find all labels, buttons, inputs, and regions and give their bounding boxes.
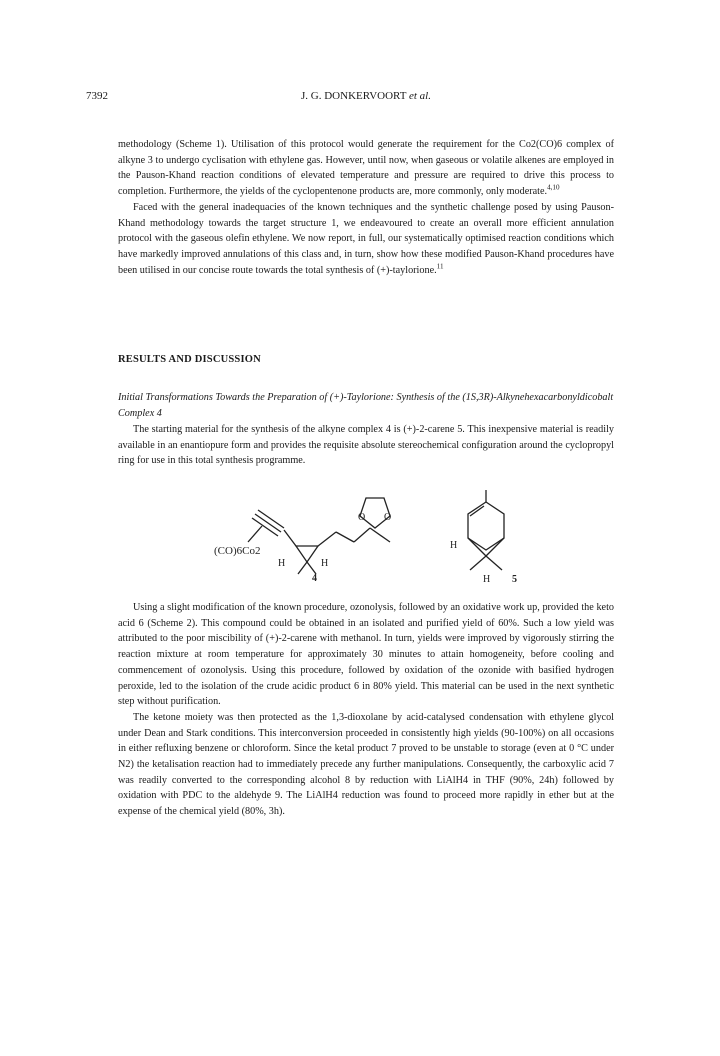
compound-5-label: 5 — [512, 574, 517, 585]
compound-4-label: 4 — [312, 573, 317, 584]
paragraph-5: The ketone moiety was then protected as the 1,3-dioxolane by acid-catalysed condensation with ethylene glycol under Dean and Stark conditions. This interconversion proceeded in consistently high yields (90-100%) on all occasions in either refluxing benzene or chloroform. Since the ketal product 7 proved to be unstable to storage (even at 0 °C under N2) the ketalisation reaction had to immediately precede any further manipulations. Consequently, the carboxylic acid 7 was readily converted to the corresponding alcohol 8 by reduction with LiAlH4 in THF (90%, 24h) followed by oxidation with PDC to the aldehyde 9. The LiAlH4 reduction was found to proceed more rapidly in ether but at the expense of the chemical yield (80%, 3h). — [118, 711, 614, 818]
paragraph-4-text: Using a slight modification of the known procedure, ozonolysis, followed by an oxidative work up, provided the keto acid 6 (Scheme 2). This compound could be obtained in an isolated and purified yield of 60%. Such a low yield was attributed to the poor miscibility of (+)-2-carene with methanol. In turn, yields were improved by vigorously stirring the reaction mixture at room temperature for approximately 30 minutes to attain homogeneity, before cooling and commencement of ozonolysis. Using this procedure, followed by oxidation of the ozonide with basified hydrogen peroxide, led to the isolation of the crude acidic product 6 in 80% yield. This material can be used in the next synthetic step without purification. — [118, 602, 614, 708]
h-carene-bottom: H — [483, 574, 491, 585]
paragraph-3: The starting material for the synthesis of the alkyne complex 4 is (+)-2-carene 5. This inexpensive material is readily available in an enantiopure form and provides the requisite absolute stereochemical configuration around the cyclopropyl ring for use in this total synthesis programme. — [118, 424, 614, 467]
section-heading: RESULTS AND DISCUSSION — [118, 354, 261, 365]
paragraph-1-ref: 4,10 — [547, 183, 560, 192]
et-al: et al. — [408, 90, 431, 102]
paragraph-2-ref: 11 — [436, 262, 444, 271]
h-carene-top: H — [450, 540, 458, 551]
paragraph-3-block — [118, 422, 614, 469]
results-block — [118, 600, 614, 820]
authors: J. G. DONKERVOORT — [301, 90, 407, 102]
oxygen-right: O — [384, 512, 392, 523]
page-number: 7392 — [86, 90, 108, 102]
h-right-label: H — [321, 558, 329, 569]
paragraph-1-text: methodology (Scheme 1). Utilisation of this protocol would generate the requirement for the Co2(CO)6 complex of alkyne 3 to undergo cyclisation with ethylene gas. However, until now, when gaseous or volatile alkenes are employed in the Pauson-Khand reaction conditions of elevated temperature and pressure are required to drive this process to completion. Furthermore, the yields of the cyclopentenone products are, more commonly, only moderate. — [118, 139, 614, 198]
paragraph-2 — [118, 200, 614, 279]
co-label: (CO)6Co2 — [214, 545, 261, 557]
running-header — [86, 90, 646, 106]
section-subheading: Initial Transformations Towards the Preparation of (+)-Taylorione: Synthesis of the (1S,3R)-Alkynehexacarbonyldicobalt Complex 4 — [118, 392, 614, 419]
paragraph-4 — [118, 600, 614, 710]
oxygen-left: O — [358, 512, 366, 523]
paragraph-1 — [118, 137, 614, 200]
alkyne-complex-structure — [248, 498, 390, 574]
running-head-authors — [86, 90, 646, 102]
carene-structure — [468, 490, 504, 570]
h-left-label: H — [278, 558, 286, 569]
chemical-scheme — [200, 490, 540, 590]
intro-block — [118, 137, 614, 278]
paragraph-2-text: Faced with the general inadequacies of the known techniques and the synthetic challenge posed by using Pauson-Khand methodology towards the target structure 1, we endeavoured to create an overall more efficient annulation protocol with the gaseous olefin ethylene. We now report, in full, our systematically optimised reaction conditions which have markedly improved annulations of this class and, in turn, show how these modified Pauson-Khand procedures have been utilised in our concise route towards the total synthesis of (+)-taylorione. — [118, 201, 614, 276]
